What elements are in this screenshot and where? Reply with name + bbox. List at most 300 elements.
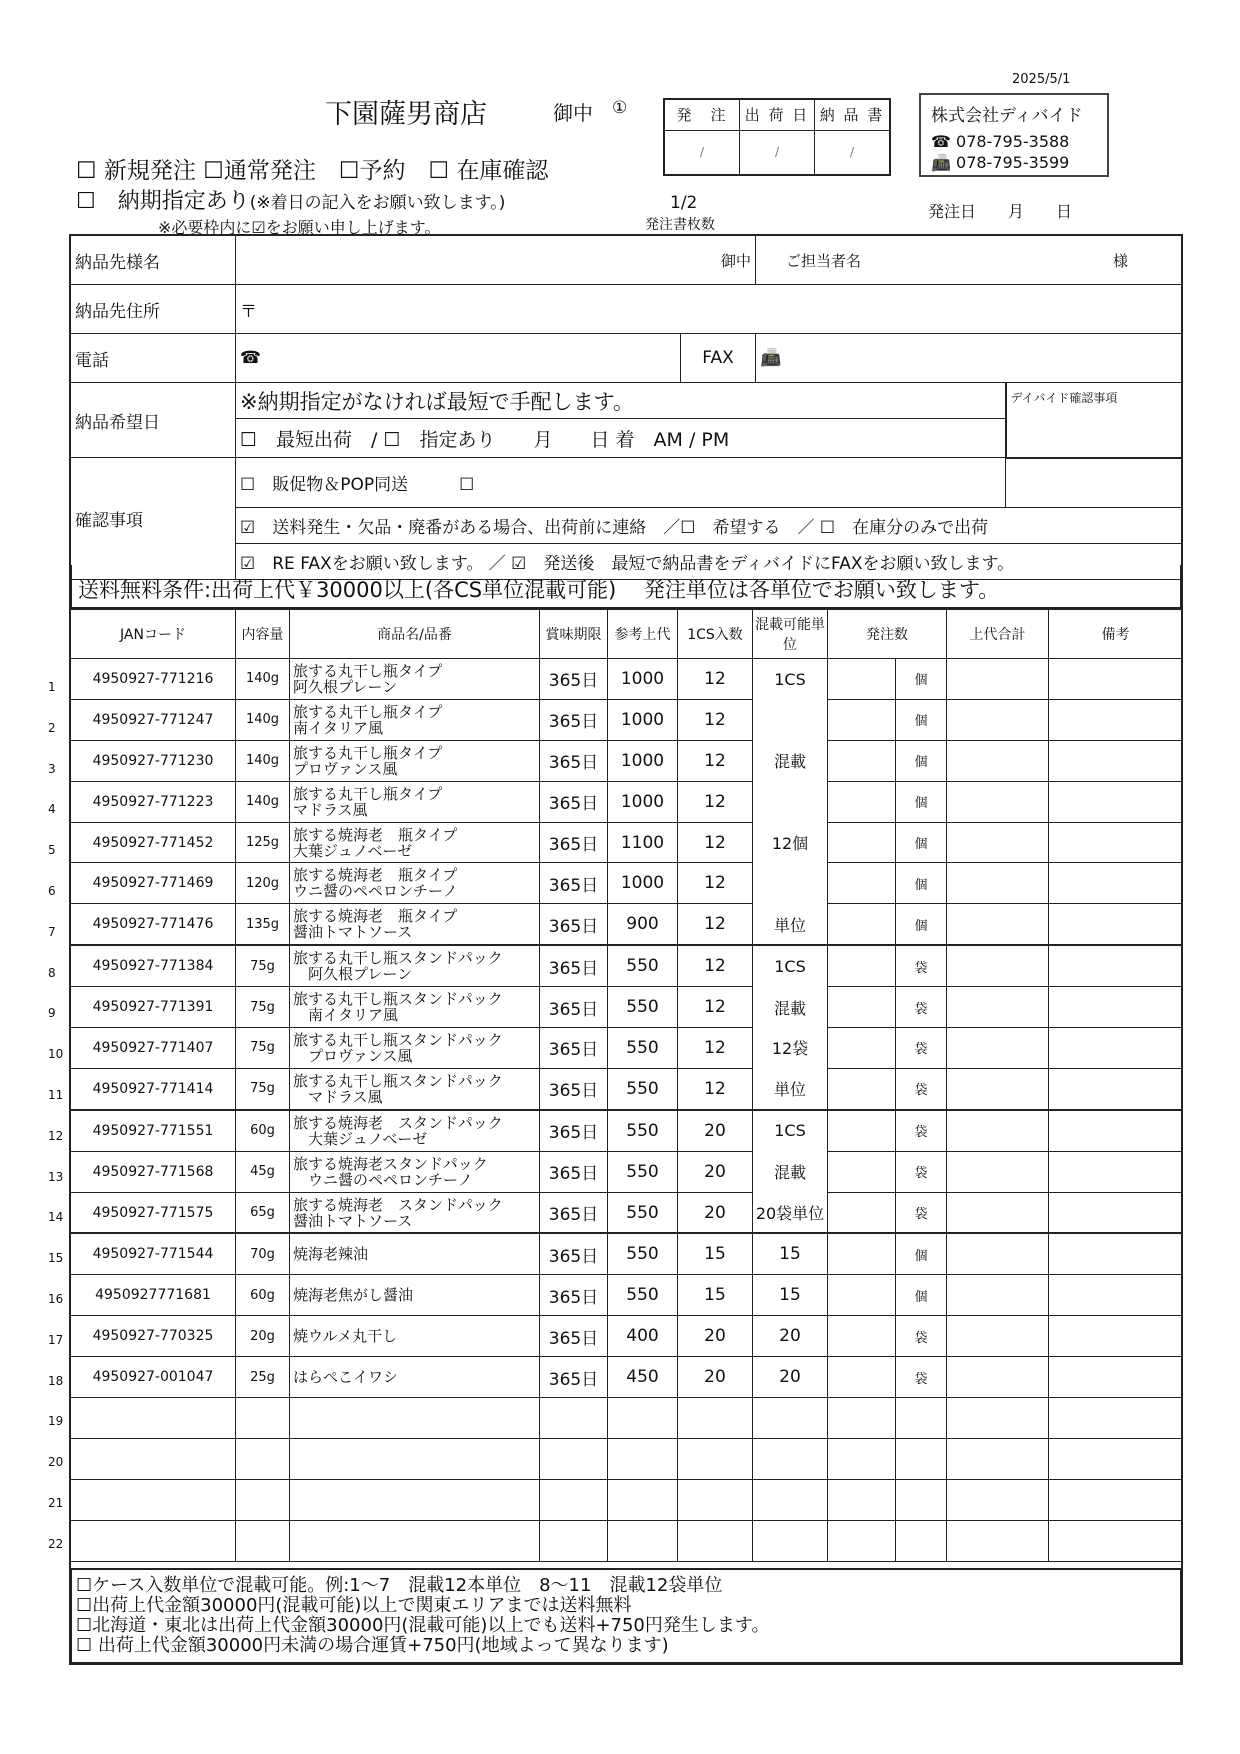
volume[interactable] — [236, 1438, 290, 1479]
notes-cell[interactable] — [1049, 904, 1183, 945]
table-row — [71, 740, 1183, 781]
case-qty: 12 — [678, 822, 753, 863]
mix-unit[interactable] — [753, 1438, 828, 1479]
col-mix: 混載可能単位 — [753, 610, 828, 659]
order-qty-input[interactable] — [828, 904, 896, 945]
table-row — [71, 945, 1183, 986]
order-unit: 個 — [896, 1233, 947, 1274]
notes-cell[interactable] — [1049, 740, 1183, 781]
order-qty-input[interactable] — [828, 1110, 896, 1151]
table-row — [71, 659, 1183, 700]
phone-icon: ☎ — [240, 348, 262, 368]
jan-code[interactable] — [71, 1398, 236, 1439]
order-qty-input[interactable] — [828, 1357, 896, 1398]
product-name — [290, 863, 540, 904]
product-name-line1: 旅する丸干し瓶スタンドパック — [293, 1071, 503, 1090]
order-qty-input[interactable] — [828, 822, 896, 863]
table-row — [71, 1316, 1183, 1357]
product-name-line1: 旅する焼海老スタンドパック — [293, 1154, 488, 1173]
notes-cell[interactable] — [1049, 945, 1183, 986]
row-number: 7 — [48, 924, 56, 939]
dest-name-field[interactable] — [236, 236, 756, 285]
wish-date-label: 納品希望日 — [71, 383, 236, 458]
order-qty-input[interactable] — [828, 1233, 896, 1274]
notes-cell[interactable] — [1049, 1028, 1183, 1069]
case-qty: 12 — [678, 987, 753, 1028]
total-cell[interactable] — [947, 822, 1049, 863]
address-field[interactable] — [236, 285, 1183, 334]
volume: 60g — [236, 1110, 290, 1151]
product-name[interactable] — [290, 1438, 540, 1479]
shelf-life: 365日 — [540, 740, 608, 781]
jan-code: 4950927771681 — [71, 1275, 236, 1316]
empty-row — [71, 1479, 1183, 1520]
total-cell[interactable] — [947, 863, 1049, 904]
row-number: 20 — [48, 1455, 64, 1470]
product-name — [290, 659, 540, 700]
footer-line: ☐北海道・東北は出荷上代金額30000円(混載可能)以上でも送料+750円発生します。 — [76, 1615, 770, 1636]
order-qty-input[interactable] — [828, 1479, 896, 1520]
ref-price: 550 — [608, 1275, 678, 1316]
notes-cell[interactable] — [1049, 1151, 1183, 1192]
row-number: 5 — [48, 843, 56, 858]
product-name — [290, 1068, 540, 1109]
product-name — [290, 904, 540, 945]
delivery-form — [70, 235, 1183, 580]
mix-unit: 1CS — [753, 659, 828, 700]
total-cell[interactable] — [947, 1398, 1049, 1439]
ref-price[interactable] — [608, 1479, 678, 1520]
company-name: 株式会社ディバイド — [931, 106, 1083, 126]
confirm-line3[interactable]: ☑ RE FAXをお願い致します。 ／ ☑ 発送後 最短で納品書をディバイドにFAXをお願い致します。 — [236, 543, 1183, 579]
product-name-line1: 旅する焼海老 瓶タイプ — [293, 825, 458, 844]
mix-unit: 単位 — [753, 1068, 828, 1109]
order-qty-input[interactable] — [828, 1192, 896, 1233]
row-number: 16 — [48, 1292, 64, 1306]
mix-unit — [753, 863, 828, 904]
case-qty: 12 — [678, 781, 753, 822]
order-qty-input[interactable] — [828, 1028, 896, 1069]
jan-code: 4950927-771551 — [71, 1110, 236, 1151]
product-name-line2: プロヴァンス風 — [293, 1046, 413, 1065]
mix-unit: 混載 — [753, 987, 828, 1028]
footer-line: ☐出荷上代金額30000円(混載可能)以上で関東エリアまでは送料無料 — [76, 1595, 632, 1616]
product-name-line2: 阿久根プレーン — [293, 965, 413, 984]
row-number: 1 — [48, 680, 56, 694]
notes-cell[interactable] — [1049, 1068, 1183, 1109]
col-cs: 1CS入数 — [678, 610, 753, 659]
fax-icon: 📠 — [760, 348, 782, 368]
table-row — [71, 1275, 1183, 1316]
total-cell[interactable] — [947, 1151, 1049, 1192]
table-row — [71, 987, 1183, 1028]
order-qty-input[interactable] — [828, 987, 896, 1028]
ref-price: 400 — [608, 1316, 678, 1357]
onchu-text: 御中 — [721, 251, 752, 270]
notes-cell[interactable] — [1049, 1233, 1183, 1274]
order-unit: 個 — [896, 781, 947, 822]
delivery-date-option[interactable] — [76, 184, 505, 215]
case-qty: 20 — [678, 1192, 753, 1233]
product-name[interactable] — [290, 1520, 540, 1561]
product-name-line1: はらぺこイワシ — [293, 1368, 399, 1387]
total-cell[interactable] — [947, 1438, 1049, 1479]
stamp-cell[interactable]: / — [849, 145, 855, 159]
notes-cell[interactable] — [1049, 699, 1183, 740]
product-name-line1: 焼海老焦がし醤油 — [293, 1286, 414, 1305]
product-name — [290, 1110, 540, 1151]
jan-code[interactable] — [71, 1438, 236, 1479]
table-row — [71, 781, 1183, 822]
table-row — [71, 1192, 1183, 1233]
volume: 75g — [236, 1028, 290, 1069]
table-row — [71, 1028, 1183, 1069]
jan-code: 4950927-771223 — [71, 781, 236, 822]
case-qty: 12 — [678, 699, 753, 740]
shelf-life[interactable] — [540, 1398, 608, 1439]
row-number: 3 — [48, 761, 56, 776]
ref-price: 550 — [608, 1110, 678, 1151]
shelf-life: 365日 — [540, 781, 608, 822]
dest-name-label: 納品先様名 — [71, 236, 236, 285]
volume: 20g — [236, 1316, 290, 1357]
phone-label: 電話 — [71, 334, 236, 383]
total-cell[interactable] — [947, 740, 1049, 781]
order-unit: 袋 — [896, 987, 947, 1028]
order-unit: 個 — [896, 904, 947, 945]
total-cell[interactable] — [947, 699, 1049, 740]
confirm-line2[interactable]: ☑ 送料発生・欠品・廃番がある場合、出荷前に連絡 ／☐ 希望する ／ ☐ 在庫分のみで出荷 — [236, 507, 1183, 543]
total-cell[interactable] — [947, 904, 1049, 945]
nouki-note: (※着日の記入をお願い致します。) — [249, 193, 506, 213]
row-number: 15 — [48, 1251, 64, 1266]
product-name — [290, 1357, 540, 1398]
order-unit: 袋 — [896, 1316, 947, 1357]
product-name-line2: マドラス風 — [293, 800, 368, 819]
volume[interactable] — [236, 1398, 290, 1439]
product-name-line1: 旅する焼海老 スタンドパック — [293, 1195, 503, 1214]
notes-cell[interactable] — [1049, 1110, 1183, 1151]
stamp-label: 納 品 書 — [819, 106, 885, 124]
product-name-line2: 大葉ジュノベーゼ — [293, 1129, 428, 1148]
case-qty: 15 — [678, 1275, 753, 1316]
notes-cell[interactable] — [1049, 1357, 1183, 1398]
notes-cell[interactable] — [1049, 1275, 1183, 1316]
col-total: 上代合計 — [947, 610, 1049, 659]
contact-field[interactable] — [756, 236, 1183, 285]
ref-price: 550 — [608, 1233, 678, 1274]
sama-text: 様 — [1113, 251, 1129, 270]
ref-price: 550 — [608, 1028, 678, 1069]
mix-unit: 15 — [753, 1233, 828, 1274]
shelf-life: 365日 — [540, 822, 608, 863]
order-unit[interactable] — [896, 1479, 947, 1520]
issue-date: 2025/5/1 — [1012, 72, 1071, 87]
product-name-line2: プロヴァンス風 — [293, 759, 398, 778]
free-shipping-condition: 送料無料条件:出荷上代￥30000以上(各CS単位混載可能) 発注単位は各単位でお願い致します。 — [70, 565, 1182, 609]
notes-cell[interactable] — [1049, 822, 1183, 863]
table-row — [71, 822, 1183, 863]
product-name-line2: 醤油トマトソース — [293, 923, 413, 942]
ref-price[interactable] — [608, 1438, 678, 1479]
row-number: 22 — [48, 1536, 64, 1551]
check-note: ※必要枠内に☑をお願い申し上げます。 — [158, 218, 441, 237]
col-name: 商品名/品番 — [290, 610, 540, 659]
nouki-label: ☐ 納期指定あり — [76, 189, 250, 214]
case-qty: 20 — [678, 1357, 753, 1398]
order-unit: 個 — [896, 659, 947, 700]
fax-field[interactable] — [756, 334, 1183, 383]
notes-cell[interactable] — [1049, 987, 1183, 1028]
order-unit: 個 — [896, 1275, 947, 1316]
order-qty-input[interactable] — [828, 1398, 896, 1439]
shelf-life[interactable] — [540, 1438, 608, 1479]
confirm-line1[interactable]: ☐ 販促物＆POP同送 ☐ — [236, 458, 1006, 508]
jan-code: 4950927-770325 — [71, 1316, 236, 1357]
total-cell[interactable] — [947, 1275, 1049, 1316]
ref-price: 1000 — [608, 699, 678, 740]
shelf-life[interactable] — [540, 1479, 608, 1520]
row-number: 2 — [48, 720, 56, 735]
stamp-cell[interactable]: / — [740, 131, 815, 174]
mix-unit — [753, 781, 828, 822]
volume: 140g — [236, 740, 290, 781]
row-number: 9 — [48, 1006, 56, 1021]
notes-cell[interactable] — [1049, 1316, 1183, 1357]
company-fax: 📠 078-795-3599 — [931, 153, 1070, 172]
case-qty: 20 — [678, 1151, 753, 1192]
circle-number: ① — [612, 98, 628, 118]
case-qty[interactable] — [678, 1520, 753, 1561]
footer-line: ☐ 出荷上代金額30000円未満の場合運賃+750円(地域よって異なります) — [76, 1635, 669, 1656]
table-row — [71, 699, 1183, 740]
order-unit: 個 — [896, 740, 947, 781]
shelf-life: 365日 — [540, 1068, 608, 1109]
case-qty: 20 — [678, 1110, 753, 1151]
col-jan: JANコード — [71, 610, 236, 659]
product-name — [290, 781, 540, 822]
jan-code: 4950927-771452 — [71, 822, 236, 863]
ref-price: 450 — [608, 1357, 678, 1398]
mix-unit[interactable] — [753, 1520, 828, 1561]
total-cell[interactable] — [947, 1110, 1049, 1151]
case-qty[interactable] — [678, 1479, 753, 1520]
order-date[interactable]: 発注日 月 日 — [928, 202, 1073, 221]
order-unit[interactable] — [896, 1398, 947, 1439]
product-name — [290, 1028, 540, 1069]
mix-unit: 12袋 — [753, 1028, 828, 1069]
volume: 65g — [236, 1192, 290, 1233]
table-row — [71, 1068, 1183, 1109]
total-cell[interactable] — [947, 781, 1049, 822]
stamp-label: 出 荷 日 — [740, 100, 815, 130]
onchu-label: 御中 — [553, 101, 593, 125]
ref-price[interactable] — [608, 1520, 678, 1561]
mix-unit: 混載 — [753, 740, 828, 781]
volume: 125g — [236, 822, 290, 863]
product-name[interactable] — [290, 1398, 540, 1439]
postal-icon: 〒 — [240, 301, 257, 322]
row-number: 14 — [48, 1210, 64, 1225]
case-qty[interactable] — [678, 1398, 753, 1439]
order-unit: 袋 — [896, 1028, 947, 1069]
order-type-options[interactable]: ☐ 新規発注 ☐通常発注 ☐予約 ☐ 在庫確認 — [76, 158, 549, 184]
stamp-box — [663, 98, 891, 176]
page-number: 1/2 — [670, 193, 698, 213]
volume[interactable] — [236, 1479, 290, 1520]
jan-code: 4950927-001047 — [71, 1357, 236, 1398]
mix-unit: 15 — [753, 1275, 828, 1316]
product-name — [290, 1192, 540, 1233]
jan-code[interactable] — [71, 1520, 236, 1561]
col-order-qty: 発注数 — [828, 610, 947, 659]
ref-price: 550 — [608, 1068, 678, 1109]
product-name-line1: 旅する丸干し瓶タイプ — [293, 743, 443, 762]
row-number: 11 — [48, 1088, 64, 1102]
col-volume: 内容量 — [236, 610, 290, 659]
case-qty: 12 — [678, 1028, 753, 1069]
volume: 25g — [236, 1357, 290, 1398]
order-unit[interactable] — [896, 1520, 947, 1561]
order-qty-input[interactable] — [828, 659, 896, 700]
ref-price: 1000 — [608, 863, 678, 904]
ref-price: 900 — [608, 904, 678, 945]
order-unit: 袋 — [896, 1110, 947, 1151]
table-row — [71, 904, 1183, 945]
volume: 135g — [236, 904, 290, 945]
row-number: 21 — [48, 1496, 64, 1510]
shelf-life: 365日 — [540, 1028, 608, 1069]
product-name-line1: 旅する丸干し瓶スタンドパック — [293, 990, 503, 1009]
total-cell[interactable] — [947, 945, 1049, 986]
col-notes: 備考 — [1049, 610, 1183, 659]
product-name — [290, 699, 540, 740]
product-name[interactable] — [290, 1479, 540, 1520]
order-unit[interactable] — [896, 1438, 947, 1479]
company-box — [919, 93, 1109, 177]
total-cell[interactable] — [947, 987, 1049, 1028]
order-qty-input[interactable] — [828, 1068, 896, 1109]
mix-unit[interactable] — [753, 1479, 828, 1520]
case-qty: 12 — [678, 945, 753, 986]
confirm-label: 確認事項 — [71, 458, 236, 580]
total-cell[interactable] — [947, 1316, 1049, 1357]
order-qty-input[interactable] — [828, 1520, 896, 1561]
address-label: 納品先住所 — [71, 285, 236, 334]
notes-cell[interactable] — [1049, 659, 1183, 700]
row-number: 19 — [48, 1414, 64, 1429]
order-qty-input[interactable] — [828, 945, 896, 986]
jan-code: 4950927-771414 — [71, 1068, 236, 1109]
product-name — [290, 1233, 540, 1274]
order-qty-input[interactable] — [828, 1151, 896, 1192]
product-name — [290, 987, 540, 1028]
order-unit: 個 — [896, 822, 947, 863]
jan-code: 4950927-771469 — [71, 863, 236, 904]
mix-unit: 1CS — [753, 945, 828, 986]
fax-label: FAX — [681, 334, 756, 383]
total-cell[interactable] — [947, 659, 1049, 700]
notes-cell[interactable] — [1049, 1438, 1183, 1479]
notes-cell[interactable] — [1049, 781, 1183, 822]
order-qty-input[interactable] — [828, 1438, 896, 1479]
total-cell[interactable] — [947, 1192, 1049, 1233]
jan-code[interactable] — [71, 1479, 236, 1520]
order-qty-input[interactable] — [828, 1316, 896, 1357]
divide-confirm-label: デイバイド確認事項 — [1010, 391, 1118, 405]
volume[interactable] — [236, 1520, 290, 1561]
jan-code: 4950927-771384 — [71, 945, 236, 986]
product-name-line2: 醤油トマトソース — [293, 1211, 413, 1230]
order-qty-input[interactable] — [828, 781, 896, 822]
total-cell[interactable] — [947, 1068, 1049, 1109]
ref-price[interactable] — [608, 1398, 678, 1439]
row-number: 6 — [48, 884, 56, 898]
mix-unit: 12個 — [753, 822, 828, 863]
mix-unit: 20 — [753, 1357, 828, 1398]
row-number: 12 — [48, 1128, 64, 1143]
row-number: 13 — [48, 1169, 64, 1184]
row-number: 10 — [48, 1047, 64, 1062]
total-cell[interactable] — [947, 1357, 1049, 1398]
notes-cell[interactable] — [1049, 1479, 1183, 1520]
volume: 70g — [236, 1233, 290, 1274]
total-cell[interactable] — [947, 1233, 1049, 1274]
confirm-extra — [1006, 458, 1183, 508]
row-number: 18 — [48, 1373, 64, 1388]
notes-cell[interactable] — [1049, 1520, 1183, 1561]
product-name-line1: 旅する丸干し瓶スタンドパック — [293, 949, 503, 968]
mix-unit: 単位 — [753, 904, 828, 945]
shelf-life: 365日 — [540, 945, 608, 986]
volume: 75g — [236, 945, 290, 986]
product-name-line1: 焼海老辣油 — [293, 1245, 369, 1264]
case-qty: 12 — [678, 904, 753, 945]
shelf-life[interactable] — [540, 1520, 608, 1561]
product-name-line2: 南イタリア風 — [293, 718, 384, 737]
order-unit: 袋 — [896, 1192, 947, 1233]
product-name-line2: ウニ醤のペペロンチーノ — [293, 882, 458, 901]
table-row — [71, 863, 1183, 904]
product-name-line2: ウニ醤のペペロンチーノ — [293, 1170, 473, 1189]
order-unit: 袋 — [896, 945, 947, 986]
order-qty-input[interactable] — [828, 699, 896, 740]
phone-field[interactable] — [236, 334, 681, 383]
order-unit: 個 — [896, 699, 947, 740]
jan-code: 4950927-771544 — [71, 1233, 236, 1274]
order-qty-input[interactable] — [828, 1275, 896, 1316]
jan-code: 4950927-771575 — [71, 1192, 236, 1233]
order-qty-input[interactable] — [828, 740, 896, 781]
empty-row — [71, 1520, 1183, 1561]
notes-cell[interactable] — [1049, 1398, 1183, 1439]
order-unit: 袋 — [896, 1068, 947, 1109]
stamp-cell[interactable]: / — [665, 131, 740, 174]
total-cell[interactable] — [947, 1520, 1049, 1561]
total-cell[interactable] — [947, 1479, 1049, 1520]
shelf-life: 365日 — [540, 863, 608, 904]
notes-cell[interactable] — [1049, 863, 1183, 904]
notes-cell[interactable] — [1049, 1192, 1183, 1233]
case-qty: 12 — [678, 863, 753, 904]
case-qty[interactable] — [678, 1438, 753, 1479]
mix-unit[interactable] — [753, 1398, 828, 1439]
total-cell[interactable] — [947, 1028, 1049, 1069]
product-name-line1: 旅する丸干し瓶タイプ — [293, 661, 443, 680]
ref-price: 1000 — [608, 781, 678, 822]
wish-line2[interactable]: ☐ 最短出荷 / ☐ 指定あり 月 日 着 AM / PM — [236, 419, 1006, 458]
order-qty-input[interactable] — [828, 863, 896, 904]
